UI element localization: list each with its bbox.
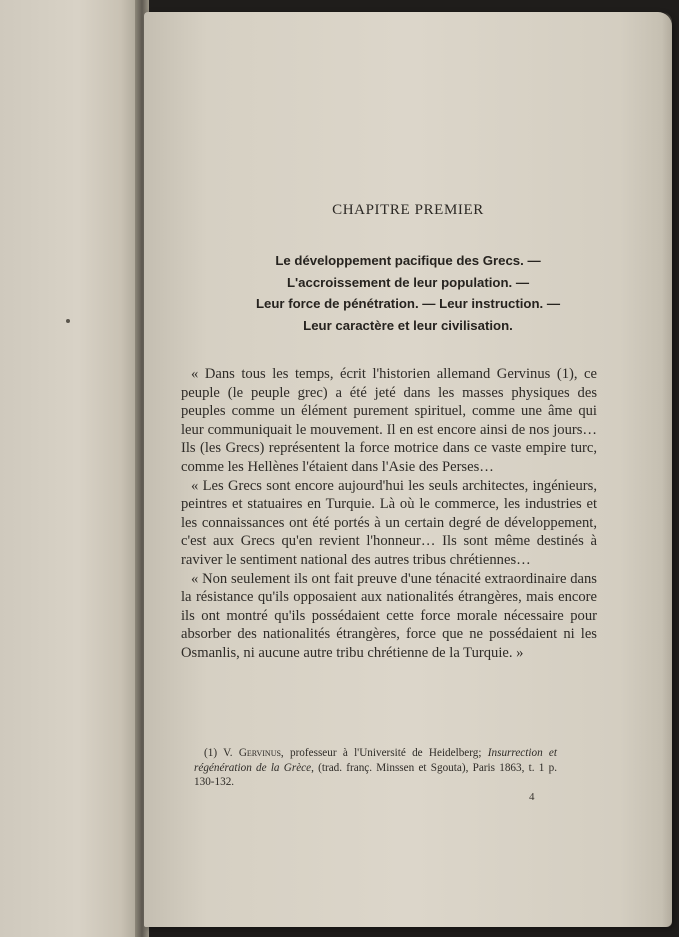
footnote-text: , (trad. franç. Minssen et Sgouta), Paris 1863, t. 1 p. 130-132.: [194, 761, 558, 788]
footnote-author: Gervinus: [238, 747, 281, 759]
subtitle-line: Leur caractère et leur civilisation.: [303, 317, 513, 333]
chapter-subtitle: [164, 250, 652, 336]
subtitle-line: L'accroissement de leur population. —: [286, 274, 530, 290]
paragraph: « Les Grecs sont encore aujourd'hui les seuls architectes, ingénieurs, peintres et statuaires en Turquie. Là où le commerce, les industries et les connaissances ont été portés à un certain degré de développement, c'est aux Grecs qu'en revient l'honneur… Ils sont même destinés à raviver le sentiment national des autres tribus chrétiennes…: [181, 477, 597, 568]
subtitle-line: Le développement pacifique des Grecs. —: [275, 253, 541, 268]
chapter-title: CHAPITRE PREMIER: [332, 202, 484, 218]
page-edge: [662, 12, 672, 927]
page-speck: [66, 319, 70, 323]
footnote: [194, 746, 557, 790]
body-text: [181, 365, 597, 663]
left-page: [0, 0, 142, 937]
right-page: [144, 12, 672, 927]
footnote-marker: (1) V.: [204, 747, 233, 759]
footnote-text: , professeur à l'Université de Heidelberg;: [280, 747, 482, 759]
page-number: 4: [529, 791, 535, 803]
footnote-book-title: Insurrection et régénération de la Grèce: [194, 747, 557, 774]
subtitle-line: Leur force de pénétration. — Leur instruction. —: [255, 296, 561, 311]
paragraph: « Dans tous les temps, écrit l'historien allemand Gervinus (1), ce peuple (le peuple grec) a été jeté dans les masses physiques des peuples comme un élément purement spirituel, comme une âme qui leur communiquait le mouvement. Il en est encore ainsi de nos jours… Ils (les Grecs) représentent la force motrice dans ce vaste empire turc, comme les Hellènes l'étaient dans l'Asie des Perses…: [181, 366, 597, 475]
paragraph: « Non seulement ils ont fait preuve d'une ténacité extraordinaire dans la résistance qu'ils opposaient aux nationalités étrangères, mais encore ils ont montré qu'ils possédaient cette force morale nécessaire pour absorber des nationalités étrangères, force que ne possédaient ni les Osmanlis, ni aucune autre tribu chrétienne de la Turquie. »: [181, 570, 597, 661]
